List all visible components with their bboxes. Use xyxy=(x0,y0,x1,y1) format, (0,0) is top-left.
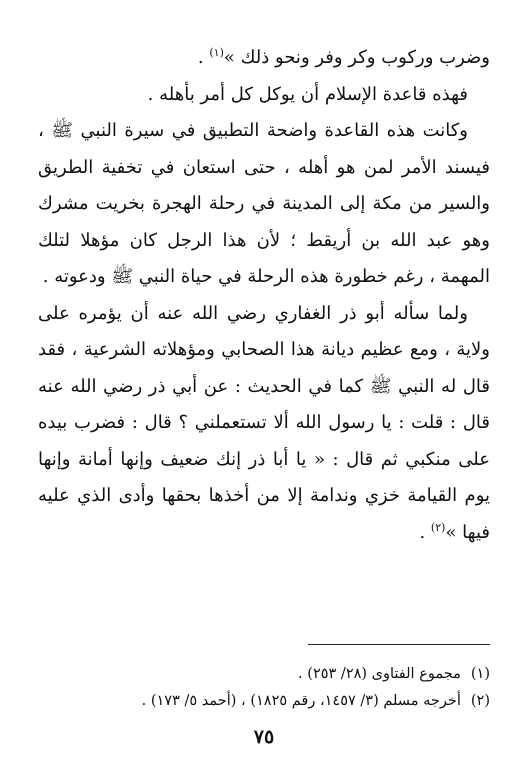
footnote-2-number: (٢) xyxy=(470,693,490,709)
footnote-1-text: مجموع الفتاوى (٢٨/ ٢٥٣) . xyxy=(298,666,461,682)
page-body xyxy=(38,40,490,748)
paragraph-2 xyxy=(38,77,490,114)
paragraph-1-tail: . xyxy=(197,47,210,68)
paragraph-1-text: وضرب وركوب وكر وفر ونحو ذلك » xyxy=(223,47,490,68)
paragraph-1 xyxy=(38,40,490,77)
paragraph-4-tail: . xyxy=(419,521,431,543)
footnote-ref-2[interactable]: (٢) xyxy=(430,520,446,534)
paragraph-3 xyxy=(38,113,490,296)
page-number: ٧٥ xyxy=(253,726,275,748)
footnote-2-text: أخرجه مسلم (٣/ ١٤٥٧، رقم ١٨٢٥) ، (أحمد ٥/ ١٧٣) . xyxy=(141,693,461,709)
paragraph-4 xyxy=(38,296,490,552)
footnote-ref-1[interactable]: (١) xyxy=(209,46,224,59)
paragraph-2-text: فهذه قاعدة الإسلام أن يوكل كل أمر بأهله . xyxy=(147,83,468,105)
paragraph-3-text: وكانت هذه القاعدة واضحة التطبيق في سيرة النبي ﷺ ، فيسند الأمر لمن هو أهله ، حتى استعان في تخفية الطريق والسير من مكة إلى المدينة في رحلة الهجرة بخريت مشرك وهو عبد الله بن أريقط ؛ لأن هذا الرجل كان مؤهلا لتلك المهمة ، رغم خطورة هذه الرحلة في حياة النبي ﷺ ودعوته . xyxy=(38,120,490,287)
footnote-separator xyxy=(308,644,490,645)
footnote-1 xyxy=(38,661,490,688)
footnotes xyxy=(38,661,490,715)
footnote-2 xyxy=(38,688,490,715)
footnote-1-number: (١) xyxy=(470,666,490,682)
paragraph-4-text: ولما سأله أبو ذر الغفاري رضي الله عنه أن يؤمره على ولاية ، ومع عظيم ديانة هذا الصحابي ومؤهلاته الشرعية ، فقد قال له النبي ﷺ كما في الحديث : عن أبي ذر رضي الله عنه قال : قلت : يا رسول الله ألا تستعملني ؟ قال : فضرب بيده على منكبي ثم قال : « يا أبا ذر إنك ضعيف وإنها أمانة وإنها يوم القيامة خزي وندامة إلا من أخذها بحقها وأدى الذي عليه فيها » xyxy=(38,302,490,543)
